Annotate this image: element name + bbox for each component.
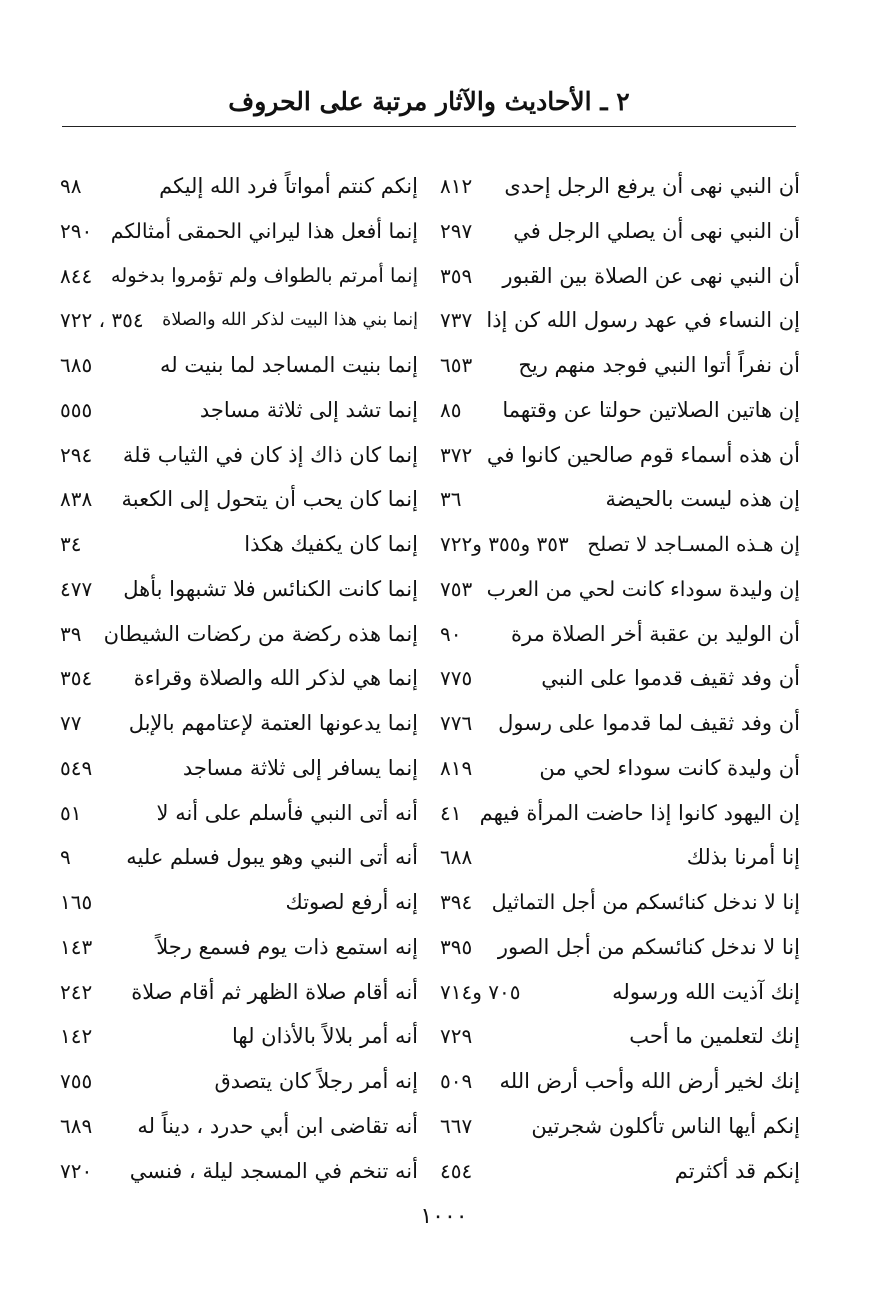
entry-page-ref: ٨١٢: [440, 174, 473, 198]
index-entry: [60, 1151, 418, 1191]
entry-page-ref: ٤٧٧: [60, 576, 93, 601]
index-entry: [60, 748, 418, 788]
entry-text: إنما بني هذا البيت لذكر الله والصلاة: [162, 310, 418, 331]
entry-page-ref: ٨٥: [440, 397, 462, 422]
entry-text: أن وليدة كانت سوداء لحي من: [539, 755, 800, 780]
entry-page-ref: ١٤٣: [60, 934, 93, 959]
index-entry: [440, 1061, 800, 1101]
index-entry: [440, 479, 800, 519]
index-entry: [60, 658, 418, 698]
index-entry: [440, 882, 800, 922]
index-entry: [60, 166, 418, 206]
entry-page-ref: ٦٨٩: [60, 1113, 93, 1138]
index-entry: [440, 569, 800, 609]
index-entry: [440, 524, 800, 564]
index-entry: [60, 1061, 418, 1101]
index-entry: [440, 166, 800, 206]
index-entry: [440, 435, 800, 475]
entry-page-ref: ٥١: [60, 800, 82, 825]
entry-page-ref: ٣٤: [60, 532, 82, 556]
page-header: ٢ ـ الأحاديث والآثار مرتبة على الحروف: [228, 87, 630, 116]
entry-page-ref: ٩: [60, 845, 71, 870]
index-entry: [60, 927, 418, 967]
index-entry: [60, 614, 418, 654]
entry-page-ref: ١٤٢: [60, 1024, 93, 1049]
index-entry: [60, 211, 418, 251]
index-entry: [440, 211, 800, 251]
index-entry: [60, 1106, 418, 1146]
entry-page-ref: ٢٩٠: [60, 218, 93, 243]
entry-text: أن وفد ثقيف لما قدموا على رسول: [498, 711, 800, 735]
entry-page-ref: ٧٧٦: [440, 711, 473, 735]
index-entry: [440, 345, 800, 385]
index-entry: [440, 837, 800, 877]
entry-page-ref: ٧٢٩: [440, 1024, 473, 1049]
entry-page-ref: ٧٣٧: [440, 308, 473, 333]
entry-page-ref: ٣٦: [440, 487, 462, 512]
index-entry: [60, 703, 418, 743]
entry-page-ref: ٧٥٣: [440, 576, 473, 601]
entry-text: إنه استمع ذات يوم فسمع رجلاً: [156, 934, 418, 959]
index-entry: [60, 390, 418, 430]
entry-page-ref: ٥٠٩: [440, 1069, 473, 1093]
index-entry: [440, 748, 800, 788]
index-entry: [60, 479, 418, 519]
index-entry: [440, 256, 800, 296]
entry-page-ref: ٦٥٣: [440, 353, 473, 377]
index-entry: [440, 1151, 800, 1191]
entry-text: أن نفراً أتوا النبي فوجد منهم ريح: [518, 353, 800, 377]
entry-page-ref: ٤١: [440, 800, 462, 825]
entry-text: أن النبي نهى أن يصلي الرجل في: [513, 218, 800, 243]
index-entry: [60, 435, 418, 475]
entry-text: إنما بنيت المساجد لما بنيت له: [160, 353, 418, 377]
entry-text: إنه أرفع لصوتك: [285, 890, 418, 914]
entry-text: أنه أقام صلاة الظهر ثم أقام صلاة: [131, 979, 418, 1004]
entry-text: أن هذه أسماء قوم صالحين كانوا في: [486, 442, 800, 467]
entry-page-ref: ٣٥٣ و٣٥٥ و٧٢٢: [440, 532, 569, 556]
entry-text: إنما كانت الكنائس فلا تشبهوا بأهل: [123, 576, 418, 601]
entry-page-ref: ٢٤٢: [60, 979, 93, 1004]
entry-page-ref: ٦٦٧: [440, 1113, 473, 1138]
entry-page-ref: ٢٩٤: [60, 442, 93, 467]
index-entry: [440, 703, 800, 743]
entry-text: إنما هذه ركضة من ركضات الشيطان: [103, 621, 418, 646]
entry-text: إنكم كنتم أمواتاً فرد الله إليكم: [159, 174, 418, 198]
header-divider: [62, 126, 796, 127]
entry-text: إنما تشد إلى ثلاثة مساجد: [199, 397, 418, 422]
entry-page-ref: ٣٥٤ ، ٧٢٢: [60, 308, 144, 333]
entry-page-ref: ٨٤٤: [60, 263, 93, 288]
entry-text: أنه أتى النبي وهو يبول فسلم عليه: [126, 845, 418, 870]
entry-page-ref: ٣٥٤: [60, 666, 93, 691]
entry-text: إنك لخير أرض الله وأحب أرض الله: [499, 1069, 800, 1093]
entry-text: أنه تنخم في المسجد ليلة ، فنسي: [129, 1158, 418, 1183]
entry-page-ref: ٥٥٥: [60, 397, 93, 422]
entry-page-ref: ٧٧: [60, 711, 82, 735]
index-entry: [60, 300, 418, 340]
entry-text: إنما كان ذاك إذ كان في الثياب قلة: [122, 442, 418, 467]
entry-text: إنما هي لذكر الله والصلاة وقراءة: [133, 666, 418, 691]
entry-page-ref: ٣٩٥: [440, 934, 473, 959]
index-entry: [440, 927, 800, 967]
entry-page-ref: ٣٥٩: [440, 263, 473, 288]
entry-page-ref: ٨٣٨: [60, 487, 93, 512]
index-entry: [440, 972, 800, 1012]
entry-page-ref: ٧٥٥: [60, 1069, 93, 1093]
index-entry: [440, 793, 800, 833]
entry-text: إنك لتعلمين ما أحب: [629, 1024, 800, 1049]
entry-text: إن هذه ليست بالحيضة: [605, 487, 800, 512]
entry-text: إنا لا ندخل كنائسكم من أجل الصور: [497, 934, 800, 959]
index-entry: [440, 390, 800, 430]
entry-text: إنما يسافر إلى ثلاثة مساجد: [182, 755, 418, 780]
entry-page-ref: ٥٤٩: [60, 755, 93, 780]
entry-text: إن هـذه المسـاجد لا تصلح: [587, 532, 800, 556]
entry-text: إن وليدة سوداء كانت لحي من العرب: [486, 576, 800, 601]
entry-page-ref: ٢٩٧: [440, 218, 473, 243]
index-entry: [60, 972, 418, 1012]
entry-page-ref: ٨١٩: [440, 755, 473, 780]
entry-page-ref: ٧٧٥: [440, 666, 473, 691]
entry-page-ref: ٩٨: [60, 174, 82, 198]
entry-text: أن وفد ثقيف قدموا على النبي: [541, 666, 800, 691]
index-entry: [440, 1106, 800, 1146]
entry-text: إنما كان يكفيك هكذا: [244, 532, 418, 556]
index-entry: [60, 345, 418, 385]
entry-text: إنما أمرتم بالطواف ولم تؤمروا بدخوله: [110, 263, 418, 287]
entry-text: إن اليهود كانوا إذا حاضت المرأة فيهم: [479, 800, 800, 825]
entry-page-ref: ٤٥٤: [440, 1158, 473, 1183]
index-entry: [60, 256, 418, 296]
entry-text: إنكم أيها الناس تأكلون شجرتين: [531, 1113, 800, 1138]
entry-text: إنما يدعونها العتمة لإعتامهم بالإبل: [128, 711, 418, 735]
entry-text: أنه أتى النبي فأسلم على أنه لا: [156, 800, 418, 825]
entry-text: إنه أمر رجلاً كان يتصدق: [214, 1069, 418, 1093]
index-entry: [60, 569, 418, 609]
entry-page-ref: ٧٠٥ و٧١٤: [440, 979, 521, 1004]
entry-page-ref: ٦٨٥: [60, 353, 93, 377]
index-entry: [60, 837, 418, 877]
entry-page-ref: ١٦٥: [60, 890, 93, 914]
index-entry: [440, 300, 800, 340]
entry-text: إنكم قد أكثرتم: [674, 1158, 800, 1183]
entry-text: إنما أفعل هذا ليراني الحمقى أمثالكم: [110, 218, 418, 243]
entry-page-ref: ٧٢٠: [60, 1158, 93, 1183]
entry-text: إنا لا ندخل كنائسكم من أجل التماثيل: [491, 890, 800, 914]
entry-page-ref: ٩٠: [440, 621, 462, 646]
entry-text: أن الوليد بن عقبة أخر الصلاة مرة: [511, 621, 800, 646]
entry-text: أن النبي نهى أن يرفع الرجل إحدى: [504, 174, 800, 198]
entry-text: إنك آذيت الله ورسوله: [612, 979, 800, 1004]
index-entry: [60, 524, 418, 564]
entry-text: إنما كان يحب أن يتحول إلى الكعبة: [121, 487, 418, 512]
index-entry: [440, 1016, 800, 1056]
entry-text: إن هاتين الصلاتين حولتا عن وقتهما: [502, 397, 800, 422]
entry-text: إن النساء في عهد رسول الله كن إذا: [486, 308, 800, 333]
entry-text: أنه تقاضى ابن أبي حدرد ، ديناً له: [137, 1113, 418, 1138]
entry-page-ref: ٣٧٢: [440, 442, 473, 467]
entry-text: أن النبي نهى عن الصلاة بين القبور: [502, 263, 800, 288]
entry-page-ref: ٣٩: [60, 621, 82, 646]
entry-text: إنا أمرنا بذلك: [686, 845, 800, 870]
index-entry: [440, 658, 800, 698]
index-entry: [60, 1016, 418, 1056]
index-entry: [440, 614, 800, 654]
entry-page-ref: ٦٨٨: [440, 845, 473, 870]
index-entry: [60, 882, 418, 922]
index-entry: [60, 793, 418, 833]
entry-text: أنه أمر بلالاً بالأذان لها: [232, 1024, 418, 1049]
page-number: ١٠٠٠: [420, 1204, 468, 1229]
entry-page-ref: ٣٩٤: [440, 890, 473, 914]
